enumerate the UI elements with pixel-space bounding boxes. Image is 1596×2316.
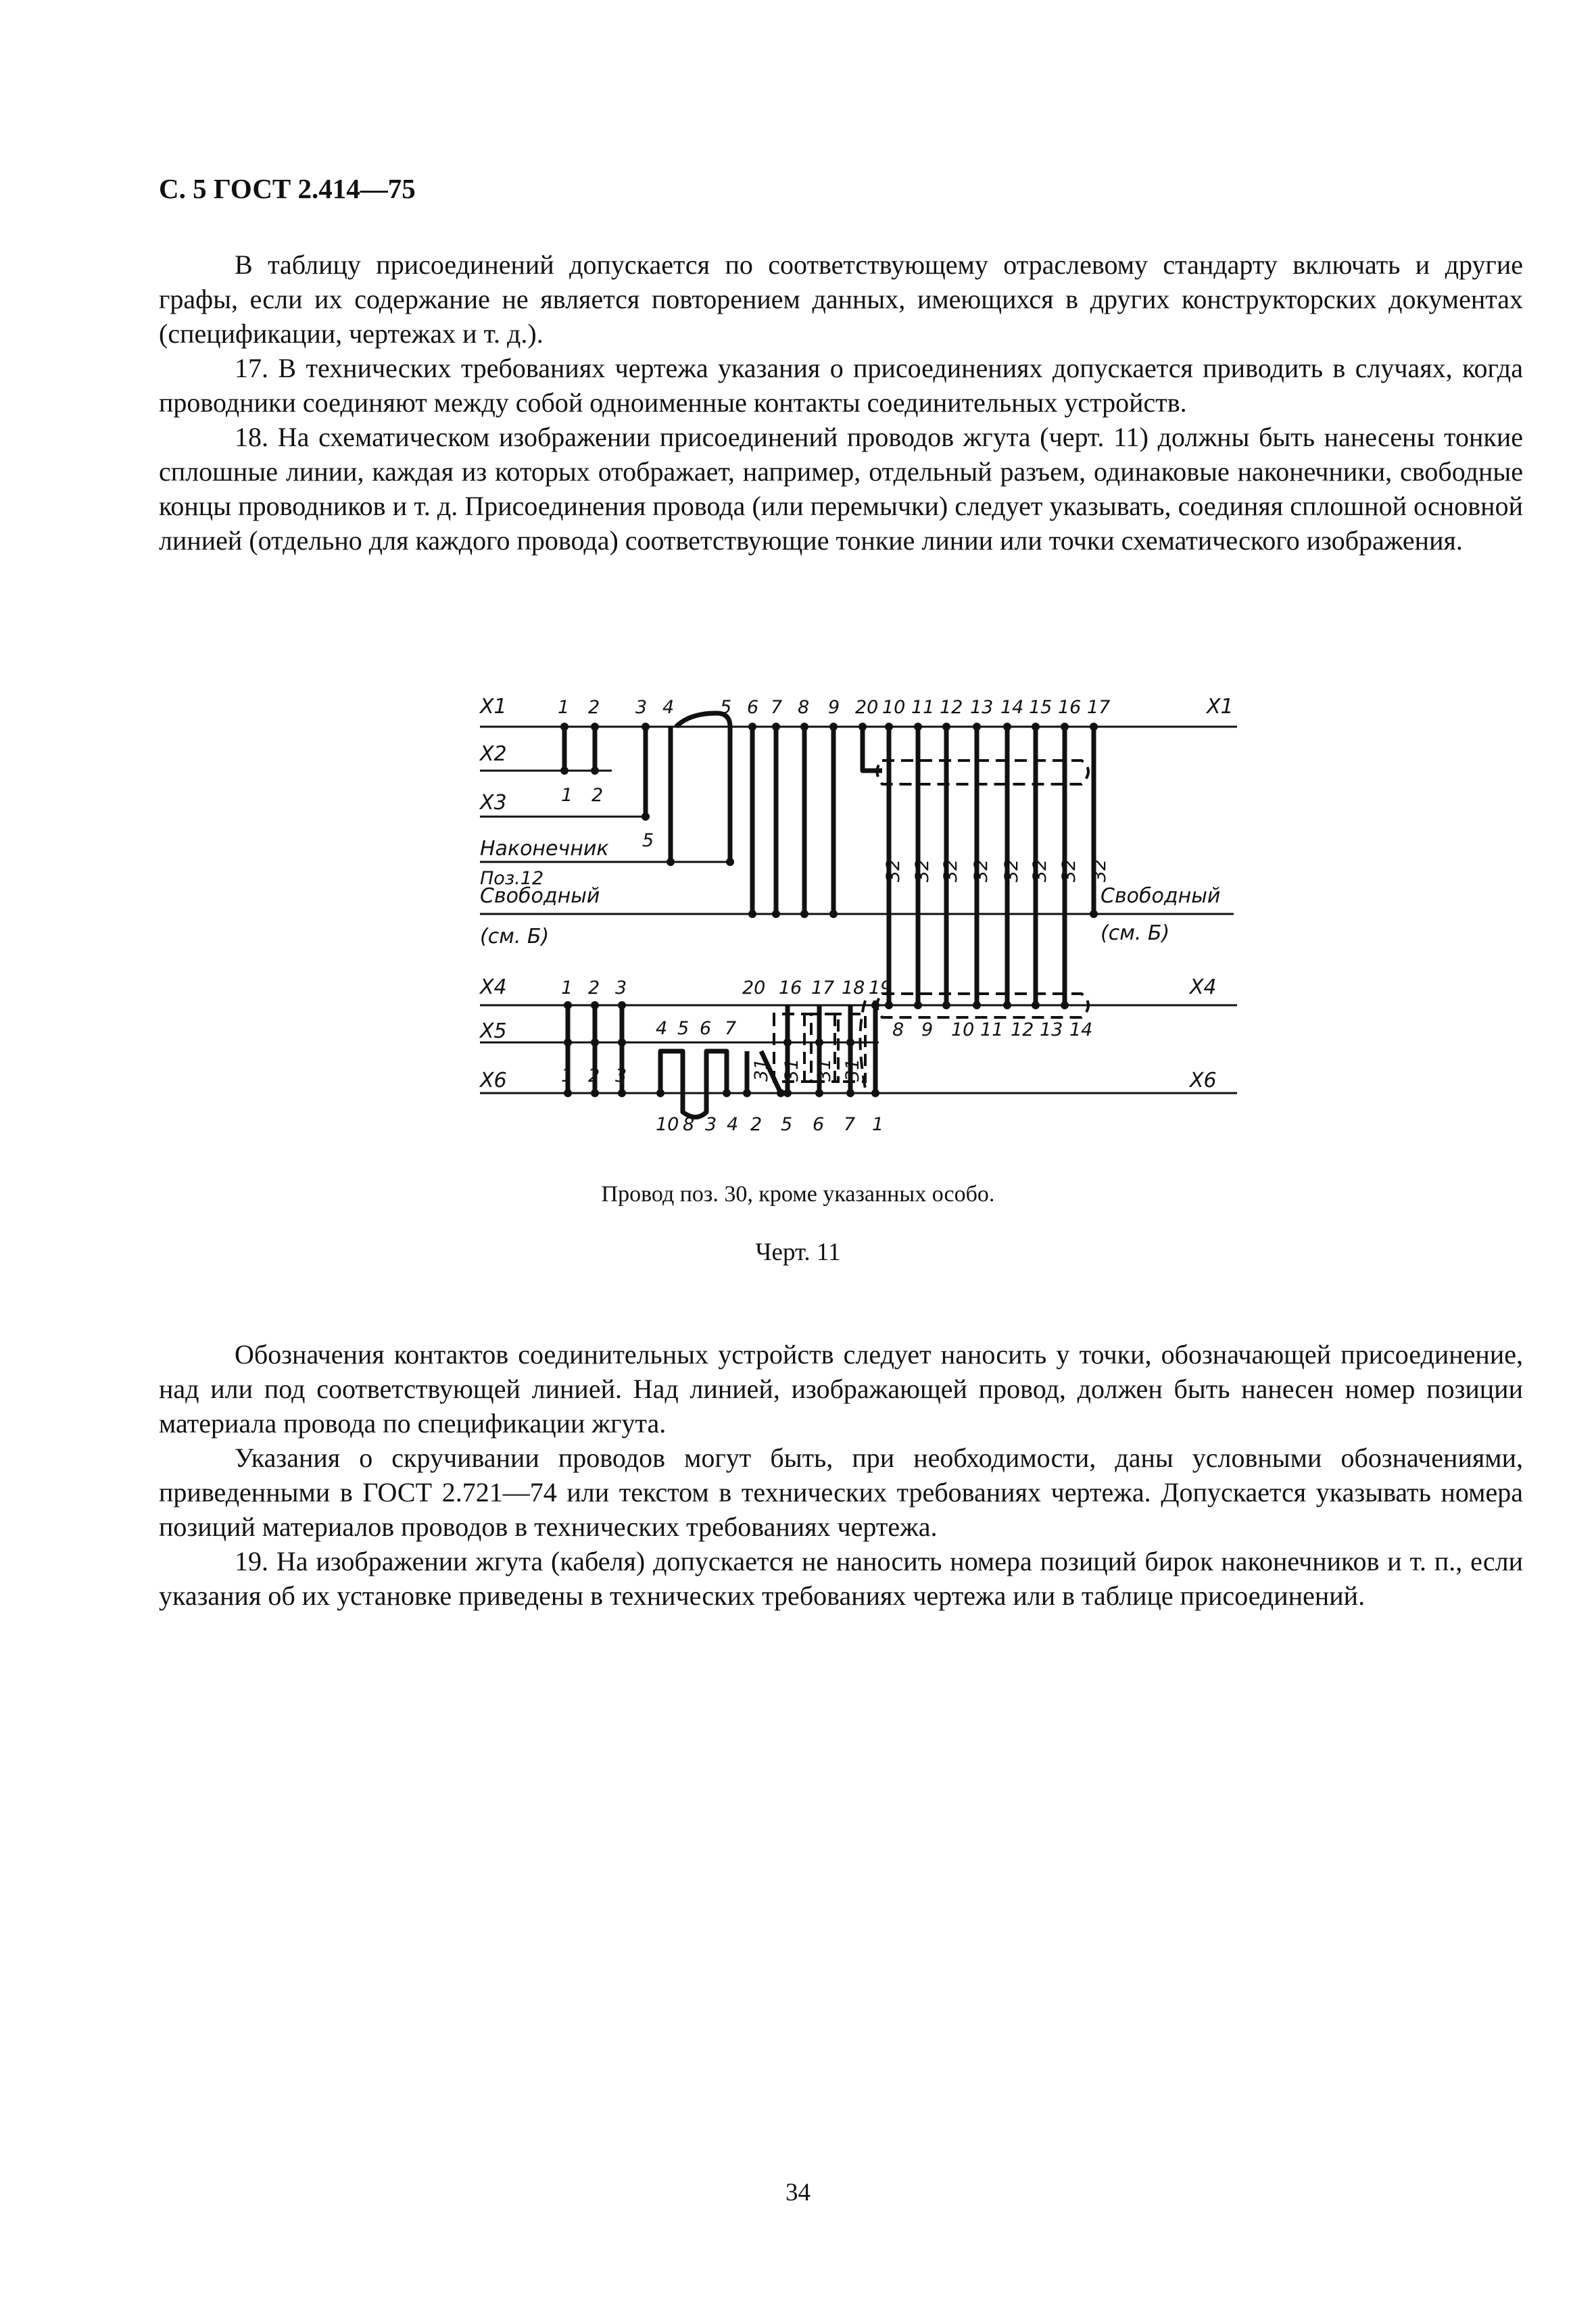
connection-dot: [656, 1089, 664, 1097]
wire-number-32: 32: [940, 859, 961, 882]
connection-dot: [726, 858, 734, 866]
x5-contact-number: 6: [700, 1018, 712, 1039]
connection-dot: [591, 723, 599, 731]
paragraph: 18. На схематическом изображении присоединений проводов жгута (черт. 11) должны быть нанесены тонкие сплошные линии, каждая из которых отображает, например, отдельный разъем, одинаковые наконечники, свободные концы проводников и т. д. Присоединения провода (или перемычки) следует указывать, соединяя сплошной основной линией (отдельно для каждого провода) соответствующие тонкие линии или точки схематического изображения.: [159, 422, 1523, 556]
connection-dot: [1032, 723, 1040, 731]
x4-contact-number: 12: [1011, 1019, 1034, 1040]
connection-dot: [914, 723, 922, 731]
x6-contact-number: 8: [683, 1114, 695, 1135]
x1-contact-number: 11: [911, 697, 935, 718]
wire-number-32: 32: [1001, 859, 1022, 882]
x4-contact-number: 3: [615, 978, 627, 998]
wire-number-32: 32: [1059, 859, 1080, 882]
label-pos12: Поз.12: [480, 868, 544, 889]
connection-dot: [748, 910, 756, 918]
paragraph: 17. В технических требованиях чертежа указания о присоединениях допускается приводить в случаях, когда проводники соединяют между собой одноименные контакты соединительных устройств.: [159, 353, 1523, 418]
connection-dot: [1032, 1001, 1040, 1009]
x4-contact-number: 18: [842, 978, 865, 998]
figure-number: Черт. 11: [755, 1238, 841, 1266]
label-x5: X5: [480, 1019, 507, 1043]
connection-dot: [942, 1001, 950, 1009]
connection-dot: [772, 910, 780, 918]
connection-dot: [1090, 910, 1098, 918]
label-free-left: Свободный: [480, 884, 600, 908]
paragraph: 19. На изображении жгута (кабеля) допускается не наносить номера позиций бирок наконечников и т. п., если указания об их установке приведены в технических требованиях чертежа или в таблице присоединений.: [159, 1546, 1523, 1611]
x1-contact-number: 6: [747, 697, 759, 718]
connection-dot: [973, 723, 981, 731]
page-header: С. 5 ГОСТ 2.414—75: [159, 173, 416, 204]
connection-dot: [564, 1001, 572, 1009]
connection-dot: [618, 1001, 626, 1009]
x1-contact-number: 1: [558, 697, 570, 718]
x6-contact-number: 5: [781, 1114, 793, 1135]
connection-dot: [973, 1001, 981, 1009]
connection-dot: [846, 1089, 854, 1097]
x6-contact-number: 4: [727, 1114, 739, 1135]
x5-contact-number: 7: [725, 1018, 737, 1039]
x1-contact-number: 7: [771, 697, 783, 718]
connection-dot: [560, 723, 569, 731]
x1-contact-number: 17: [1087, 697, 1111, 718]
x6-contact-number: 7: [844, 1114, 856, 1135]
x6-contact-number: 3: [615, 1065, 627, 1086]
paragraph: Обозначения контактов соединительных устройств следует наносить у точки, обозначающей присоединение, над или под соответствующей линией. Над линией, изображающей провод, должен быть нанесен номер позиции материала провода по спецификации жгута.: [159, 1339, 1523, 1439]
x4-contact-number: 9: [921, 1019, 934, 1040]
x4-contact-number: 1: [561, 978, 573, 998]
label-see-b-left: (см. Б): [480, 925, 550, 948]
x6-contact-number: 2: [750, 1114, 763, 1135]
x1-contact-number: 13: [970, 697, 994, 718]
x1-contact-number: 9: [828, 697, 840, 718]
x1-contact-number: 16: [1058, 697, 1082, 718]
label-free-right: Свободный: [1101, 884, 1221, 908]
connection-dot: [748, 723, 756, 731]
x5-contact-number: 5: [677, 1018, 690, 1039]
x2-contact-number: 1: [561, 785, 573, 806]
x4-contact-number: 8: [892, 1019, 904, 1040]
connection-dot: [723, 1089, 731, 1097]
connection-dot: [1090, 723, 1098, 731]
connection-dot: [815, 1089, 823, 1097]
paragraph: В таблицу присоединений допускается по соответствующему отраслевому стандарту включать и другие графы, если их содержание не является повторением данных, имеющихся в других конструкторских документах (спецификации, чертежах и т. д.).: [159, 249, 1523, 349]
x1-contact-number: 4: [662, 697, 675, 718]
wire-number-32: 32: [883, 859, 904, 882]
wire-number-32: 32: [1089, 859, 1110, 882]
connection-dot: [783, 1089, 792, 1097]
label-x1-right: X1: [1207, 695, 1234, 719]
wire-number-31: 31: [781, 1058, 802, 1082]
x1-contact-number: 15: [1029, 697, 1053, 718]
connection-dot: [829, 723, 838, 731]
connection-dot: [859, 723, 867, 731]
connection-dot: [914, 1001, 922, 1009]
connection-dot: [642, 813, 650, 821]
x4-contact-number: 13: [1040, 1019, 1063, 1040]
x1-contact-number: 3: [635, 697, 648, 718]
connection-dot: [618, 1038, 626, 1046]
connection-dot: [618, 1089, 626, 1097]
label-x4-right: X4: [1190, 975, 1217, 999]
wire-x1-20: [863, 727, 882, 771]
connection-dot: [642, 723, 650, 731]
x6-contact-number: 10: [656, 1114, 679, 1135]
connection-dot: [846, 1038, 854, 1046]
wire-number-31: 31: [751, 1058, 772, 1082]
connection-dot: [885, 723, 893, 731]
label-x6-left: X6: [480, 1069, 507, 1092]
x4-contact-number: 16: [779, 978, 802, 998]
x4-contact-number: 17: [811, 978, 835, 998]
connection-dot: [783, 1038, 792, 1046]
text-block-top: [159, 247, 1523, 558]
x1-contact-number: 20: [855, 697, 879, 718]
connection-dot: [591, 767, 599, 775]
label-x3: X3: [480, 791, 507, 815]
diagram-svg: [460, 676, 1271, 1149]
connection-dot: [871, 1089, 879, 1097]
connection-dot: [885, 1001, 893, 1009]
label-x6-right: X6: [1190, 1069, 1217, 1092]
wire-number-32: 32: [1030, 859, 1050, 882]
x2-contact-number: 2: [591, 785, 604, 806]
connection-dot: [591, 1001, 599, 1009]
x1-contact-number: 8: [798, 697, 810, 718]
x6-contact-number: 1: [561, 1065, 573, 1086]
x1-contact-number: 14: [1000, 697, 1024, 718]
text-block-bottom: [159, 1337, 1523, 1613]
x1-contact-number: 5: [720, 697, 732, 718]
connection-dot: [564, 1038, 572, 1046]
connection-dot: [942, 723, 950, 731]
wire-number-31: 31: [814, 1058, 835, 1082]
x4-contact-number: 10: [951, 1019, 975, 1040]
tip-number: 5: [642, 830, 654, 851]
wire-number-31: 31: [842, 1058, 863, 1082]
x6-contact-number: 1: [872, 1114, 884, 1135]
x4-contact-number: 20: [742, 978, 766, 998]
wire-number-32: 32: [912, 859, 933, 882]
connection-dot: [1061, 723, 1069, 731]
wire-x6-loop: [660, 1051, 727, 1117]
connection-dot: [800, 723, 808, 731]
connection-dot: [815, 1038, 823, 1046]
connection-dot: [743, 1089, 751, 1097]
connection-dot: [667, 858, 675, 866]
x1-contact-number: 10: [882, 697, 906, 718]
x4-contact-number: 14: [1069, 1019, 1093, 1040]
connection-dot: [560, 767, 569, 775]
connection-dot: [591, 1089, 599, 1097]
x6-contact-number: 3: [705, 1114, 717, 1135]
x1-contact-number: 2: [588, 697, 600, 718]
label-see-b-right: (см. Б): [1101, 921, 1170, 945]
connection-dot: [591, 1038, 599, 1046]
wire-x1-5-tip: [676, 713, 730, 862]
connection-dot: [829, 910, 838, 918]
connection-dot: [1003, 723, 1011, 731]
connection-dot: [1003, 1001, 1011, 1009]
label-tip: Наконечник: [480, 837, 609, 861]
connection-dot: [1061, 1001, 1069, 1009]
page-number: 34: [785, 2179, 811, 2206]
label-x1-left: X1: [480, 695, 507, 719]
paragraph: Указания о скручивании проводов могут быть, при необходимости, даны условными обозначениями, приведенными в ГОСТ 2.721—74 или текстом в технических требованиях чертежа. Допускается указывать номера позиций материалов проводов в технических требованиях чертежа.: [159, 1443, 1523, 1542]
connection-dot: [800, 910, 808, 918]
harness-connection-diagram: [460, 676, 1271, 1149]
connection-dot: [871, 1001, 879, 1009]
label-x4-left: X4: [480, 975, 507, 999]
label-x2: X2: [480, 742, 507, 766]
connection-dot: [772, 723, 780, 731]
x4-contact-number: 19: [869, 978, 892, 998]
x4-contact-number: 2: [588, 978, 600, 998]
wire-number-32: 32: [971, 859, 992, 882]
x1-contact-number: 12: [940, 697, 963, 718]
bundle-outline-top: [877, 761, 1089, 784]
x6-contact-number: 6: [813, 1114, 825, 1135]
x5-contact-number: 4: [656, 1018, 668, 1039]
connection-dot: [564, 1089, 572, 1097]
figure-caption: Провод поз. 30, кроме указанных особо.: [601, 1182, 995, 1207]
x4-contact-number: 11: [980, 1019, 1004, 1040]
x6-contact-number: 2: [588, 1065, 600, 1086]
